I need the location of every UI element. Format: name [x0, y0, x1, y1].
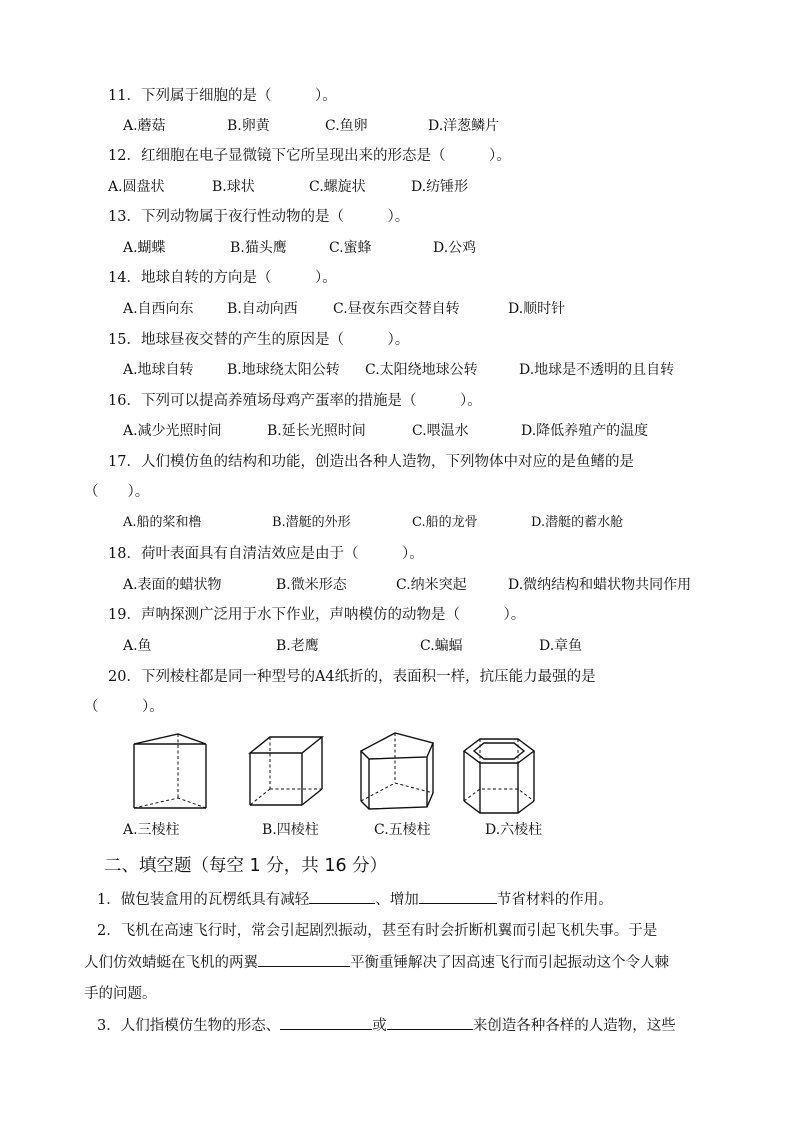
q16-option-b[interactable]: B.延长光照时间: [267, 423, 366, 439]
fill-3-text-b: 或: [372, 1018, 387, 1034]
q20-option-b[interactable]: B.四棱柱: [262, 822, 319, 838]
q17-option-b[interactable]: B.潜艇的外形: [272, 515, 351, 530]
q19-option-c[interactable]: C.蝙蝠: [420, 638, 463, 654]
hexagonal-prism-figure: [460, 733, 540, 817]
q14-option-c[interactable]: C.昼夜东西交替自转: [333, 301, 460, 317]
q11-option-a[interactable]: A.蘑菇: [123, 118, 166, 134]
square-prism-figure: [246, 733, 330, 809]
q20-option-a[interactable]: A.三棱柱: [123, 822, 180, 838]
q12-option-a[interactable]: A.圆盘状: [108, 179, 165, 195]
pentagonal-prism-figure: [355, 729, 439, 811]
q17-option-a[interactable]: A.船的桨和橹: [123, 515, 202, 530]
question-20: 20．下列棱柱都是同一种型号的A4纸折的，表面积一样，抗压能力最强的是: [108, 669, 596, 685]
fill-question-2-line2: [84, 952, 669, 973]
q16-option-d[interactable]: D.降低养殖产的温度: [521, 423, 649, 439]
q11-option-b[interactable]: B.卵黄: [227, 118, 270, 134]
q13-option-a[interactable]: A.蝴蝶: [123, 240, 166, 256]
fill-question-3: [97, 1015, 676, 1036]
fill-3-blank-2[interactable]: [387, 1015, 473, 1030]
q15-option-a[interactable]: A.地球自转: [123, 362, 194, 378]
fill-1-blank-1[interactable]: [309, 889, 375, 904]
q19-option-a[interactable]: A.鱼: [123, 638, 152, 654]
fill-1-text-a: 1．做包装盒用的瓦楞纸具有减轻: [97, 892, 310, 908]
triangular-prism-figure: [128, 728, 212, 812]
fill-2-blank-1[interactable]: [258, 952, 350, 967]
q12-option-d[interactable]: D.纺锤形: [411, 179, 469, 195]
q20-option-d[interactable]: D.六棱柱: [485, 822, 543, 838]
fill-question-1: [97, 889, 613, 910]
question-15: 15．地球昼夜交替的产生的原因是（ ）。: [108, 332, 410, 348]
q14-option-d[interactable]: D.顺时针: [508, 301, 566, 317]
q15-option-b[interactable]: B.地球绕太阳公转: [227, 362, 340, 378]
q20-option-c[interactable]: C.五棱柱: [374, 822, 431, 838]
q13-option-b[interactable]: B.猫头鹰: [230, 240, 287, 256]
fill-3-text-c: 来创造各种各样的人造物，这些: [472, 1018, 676, 1034]
question-11: 11．下列属于细胞的是（ ）。: [108, 88, 337, 104]
fill-1-text-c: 节省材料的作用。: [496, 892, 613, 908]
question-19: 19．声呐探测广泛用于水下作业，声呐模仿的动物是（ ）。: [108, 607, 526, 623]
q15-option-c[interactable]: C.太阳绕地球公转: [365, 362, 478, 378]
q14-option-a[interactable]: A.自西向东: [123, 301, 194, 317]
q11-option-d[interactable]: D.洋葱鳞片: [428, 118, 500, 134]
fill-3-text-a: 3．人们指模仿生物的形态、: [97, 1018, 281, 1034]
q18-option-d[interactable]: D.微纳结构和蜡状物共同作用: [508, 577, 692, 593]
fill-1-blank-2[interactable]: [419, 889, 497, 904]
q18-option-a[interactable]: A.表面的蜡状物: [123, 577, 222, 593]
question-17: 17．人们模仿鱼的结构和功能，创造出各种人造物，下列物体中对应的是鱼鳍的是: [108, 454, 634, 470]
question-14: 14．地球自转的方向是（ ）。: [108, 270, 337, 286]
q14-option-b[interactable]: B.自动向西: [227, 301, 298, 317]
question-16: 16．下列可以提高养殖场母鸡产蛋率的措施是（ ）。: [108, 393, 482, 409]
q16-option-c[interactable]: C.喂温水: [412, 423, 469, 439]
fill-question-2-line3: 手的问题。: [84, 986, 157, 1002]
q12-option-c[interactable]: C.螺旋状: [309, 179, 366, 195]
q17-option-d[interactable]: D.潜艇的蓄水舱: [531, 515, 624, 530]
q18-option-b[interactable]: B.微米形态: [276, 577, 347, 593]
fill-1-text-b: 、增加: [375, 892, 419, 908]
question-18: 18．荷叶表面具有自清洁效应是由于（ ）。: [108, 546, 424, 562]
q19-option-d[interactable]: D.章鱼: [539, 638, 583, 654]
q16-option-a[interactable]: A.减少光照时间: [123, 423, 222, 439]
q11-option-c[interactable]: C.鱼卵: [325, 118, 368, 134]
question-17-cont: （ ）。: [84, 484, 150, 500]
fill-3-blank-1[interactable]: [280, 1015, 372, 1030]
q19-option-b[interactable]: B.老鹰: [276, 638, 319, 654]
fill-2-text-b: 平衡重锤解决了因高速飞行而引起振动这个令人棘: [350, 955, 669, 971]
question-20-cont: （ ）。: [84, 699, 164, 715]
q17-option-c[interactable]: C.船的龙骨: [412, 515, 478, 530]
question-12: 12．红细胞在电子显微镜下它所呈现出来的形态是（ ）。: [108, 148, 511, 164]
q18-option-c[interactable]: C.纳米突起: [396, 577, 467, 593]
question-13: 13．下列动物属于夜行性动物的是（ ）。: [108, 209, 410, 225]
q12-option-b[interactable]: B.球状: [212, 179, 255, 195]
q15-option-d[interactable]: D.地球是不透明的且自转: [519, 362, 675, 378]
q13-option-c[interactable]: C.蜜蜂: [329, 240, 372, 256]
fill-question-2-line1: 2．飞机在高速飞行时，常会引起剧烈振动，甚至有时会折断机翼而引起飞机失事。于是: [97, 923, 658, 939]
fill-2-text-a: 人们仿效蜻蜓在飞机的两翼: [84, 955, 258, 971]
q13-option-d[interactable]: D.公鸡: [433, 240, 477, 256]
section-2-heading: 二、填空题（每空 1 分，共 16 分）: [104, 856, 388, 876]
